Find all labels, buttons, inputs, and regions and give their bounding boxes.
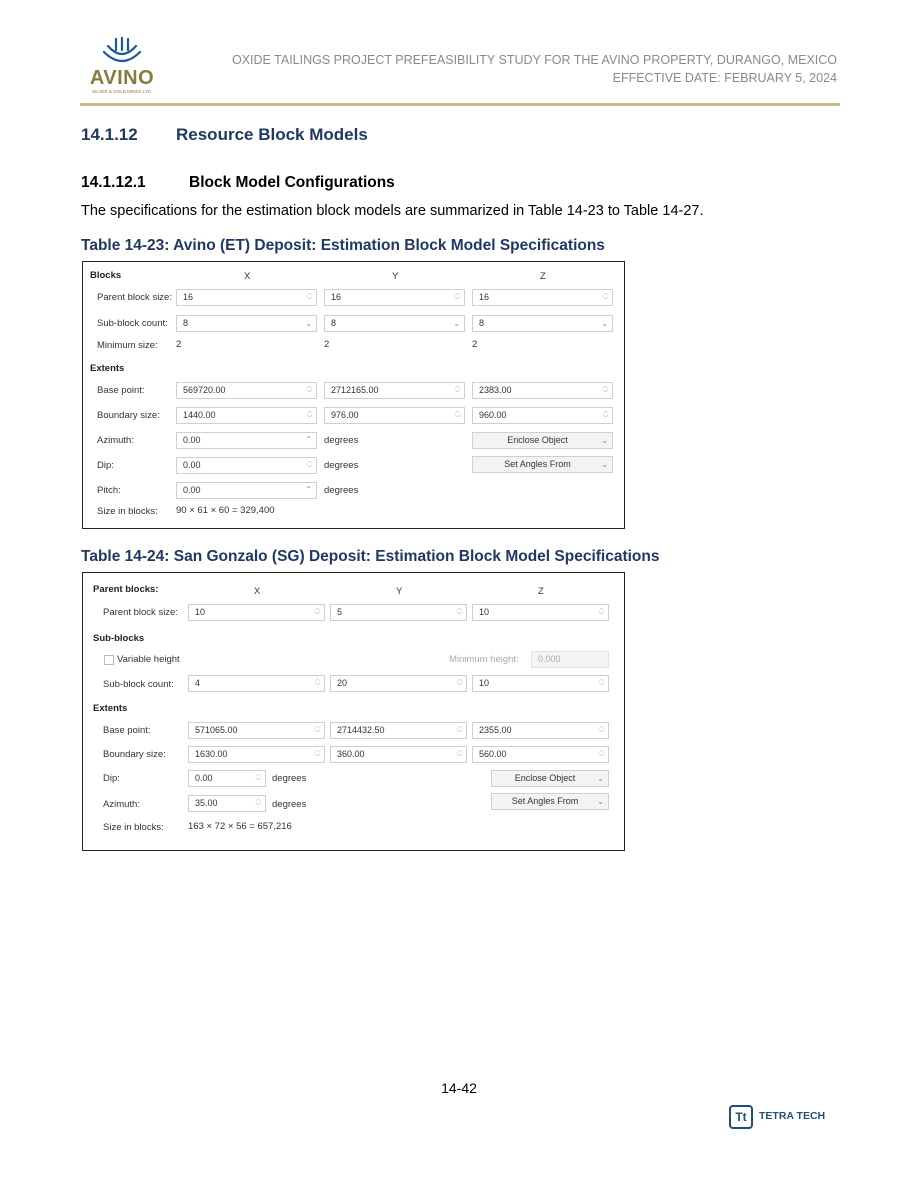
spinner-icon[interactable]: ︿ ﹀ [456,677,463,690]
dip-units: degrees [324,460,359,471]
spinner-icon[interactable]: ︿ ﹀ [306,384,313,397]
spinner-icon[interactable]: ︿ ﹀ [314,724,321,737]
boundary-size-y-input[interactable]: 360.00 ︿ ﹀ [330,746,467,763]
spinner-icon[interactable]: ︿ ﹀ [598,724,605,737]
boundary-size-x-input[interactable]: 1630.00 ︿ ﹀ [188,746,325,763]
base-point-z-input[interactable]: 2355.00 ︿ ﹀ [472,722,609,739]
spinner-icon[interactable]: ︿ ﹀ [306,459,313,472]
tetra-tech-logo-word: TETRA TECH [759,1110,826,1122]
sub-block-count-y-select[interactable]: 8 ⌄ [324,315,465,332]
set-angles-from-button[interactable]: Set Angles From ⌄ [491,793,609,810]
minimum-size-y: 2 [324,339,330,350]
subsection-title: Block Model Configurations [189,174,395,191]
chevron-down-icon: ⌄ [597,774,604,783]
variable-height-checkbox[interactable] [104,655,114,665]
spinner-icon[interactable]: ︿ ﹀ [598,748,605,761]
section-title: Resource Block Models [176,125,368,144]
chevron-up-icon[interactable]: ⌃ [305,435,312,444]
subsection-number: 14.1.12.1 [81,174,146,191]
header-rule [80,103,840,106]
subsection-heading [81,174,395,192]
parent-size-z-input[interactable]: 16 ︿ ﹀ [472,289,613,306]
spinner-icon[interactable]: ︿ ﹀ [306,409,313,422]
col-z-header: Z [538,586,544,597]
spinner-icon[interactable]: ︿ ﹀ [456,724,463,737]
azimuth-label: Azimuth: [97,435,134,446]
boundary-size-z-input[interactable]: 960.00 ︿ ﹀ [472,407,613,424]
spinner-icon[interactable]: ︿ ﹀ [306,291,313,304]
table2-caption: Table 14-24: San Gonzalo (SG) Deposit: Estimation Block Model Specifications [81,548,660,565]
dip-input[interactable]: 0.00 ︿ ﹀ [176,457,317,474]
dip-label: Dip: [103,773,120,784]
set-angles-from-button[interactable]: Set Angles From ⌄ [472,456,613,473]
base-point-z-input[interactable]: 2383.00 ︿ ﹀ [472,382,613,399]
col-y-header: Y [396,586,403,597]
azimuth-input[interactable]: 35.00 ︿ ﹀ [188,795,266,812]
minimum-size-label: Minimum size: [97,340,158,351]
azimuth-units: degrees [272,799,307,810]
minimum-size-x: 2 [176,339,182,350]
avino-logo-word: AVINO [89,67,155,89]
size-in-blocks-value: 90 × 61 × 60 = 329,400 [176,505,275,516]
boundary-size-label: Boundary size: [97,410,160,421]
intro-paragraph: The specifications for the estimation block models are summarized in Table 14-23 to Table 14-27. [81,203,704,219]
size-in-blocks-value: 163 × 72 × 56 = 657,216 [188,821,292,832]
minimum-size-z: 2 [472,339,478,350]
base-point-label: Base point: [97,385,145,396]
extents-label: Extents [93,703,128,714]
chevron-down-icon: ⌄ [601,436,608,445]
dip-input[interactable]: 0.00 ︿ ﹀ [188,770,266,787]
pitch-units: degrees [324,485,359,496]
chevron-up-icon[interactable]: ⌃ [305,485,312,494]
chevron-down-icon: ⌄ [453,319,460,328]
azimuth-input[interactable]: 0.00 ⌃ [176,432,317,449]
chevron-down-icon: ⌄ [305,319,312,328]
parent-block-size-label: Parent block size: [97,292,172,303]
spinner-icon[interactable]: ︿ ﹀ [598,677,605,690]
spinner-icon[interactable]: ︿ ﹀ [314,677,321,690]
boundary-size-label: Boundary size: [103,749,166,760]
parent-size-z-input[interactable]: 10 ︿ ﹀ [472,604,609,621]
spinner-icon[interactable]: ︿ ﹀ [454,291,461,304]
col-x-header: X [254,586,261,597]
page-number: 14-42 [441,1080,477,1096]
spinner-icon[interactable]: ︿ ﹀ [456,606,463,619]
variable-height-label: Variable height [117,654,180,665]
sub-block-count-label: Sub-block count: [97,318,168,329]
size-in-blocks-label: Size in blocks: [103,822,164,833]
minimum-height-input[interactable]: 0.000 [531,651,609,668]
azimuth-label: Azimuth: [103,799,140,810]
parent-size-y-input[interactable]: 16 ︿ ﹀ [324,289,465,306]
azimuth-units: degrees [324,435,359,446]
pitch-input[interactable]: 0.00 ⌃ [176,482,317,499]
base-point-x-input[interactable]: 571065.00 ︿ ﹀ [188,722,325,739]
col-y-header: Y [392,271,399,282]
table1-screenshot [82,261,625,529]
base-point-y-input[interactable]: 2712165.00 ︿ ﹀ [324,382,465,399]
parent-size-x-input[interactable]: 16 ︿ ﹀ [176,289,317,306]
spinner-icon[interactable]: ︿ ﹀ [602,409,609,422]
base-point-y-input[interactable]: 2714432.50 ︿ ﹀ [330,722,467,739]
col-z-header: Z [540,271,546,282]
spinner-icon[interactable]: ︿ ﹀ [255,772,262,785]
sub-block-count-x-select[interactable]: 8 ⌄ [176,315,317,332]
section-heading [81,125,368,145]
size-in-blocks-label: Size in blocks: [97,506,158,517]
avino-logo-subtitle: SILVER & GOLD MINES LTD. [91,89,153,94]
col-x-header: X [244,271,251,282]
blocks-label: Blocks [90,270,122,281]
sub-block-count-z-select[interactable]: 8 ⌄ [472,315,613,332]
enclose-object-button[interactable]: Enclose Object ⌄ [491,770,609,787]
enclose-object-button[interactable]: Enclose Object ⌄ [472,432,613,449]
boundary-size-y-input[interactable]: 976.00 ︿ ﹀ [324,407,465,424]
spinner-icon[interactable]: ︿ ﹀ [314,606,321,619]
chevron-down-icon: ⌄ [601,319,608,328]
spinner-icon[interactable]: ︿ ﹀ [314,748,321,761]
table2-screenshot [82,572,625,851]
chevron-down-icon: ⌄ [597,797,604,806]
chevron-down-icon: ⌄ [601,460,608,469]
spinner-icon[interactable]: ︿ ﹀ [602,384,609,397]
spinner-icon[interactable]: ︿ ﹀ [602,291,609,304]
extents-label: Extents [90,363,125,374]
section-number: 14.1.12 [81,125,138,144]
sub-block-count-x-input[interactable]: 4 ︿ ﹀ [188,675,325,692]
parent-size-x-input[interactable]: 10 ︿ ﹀ [188,604,325,621]
dip-units: degrees [272,773,307,784]
minimum-height-label: Minimum height: [449,654,519,665]
header-effective-date: EFFECTIVE DATE: FEBRUARY 5, 2024 [612,71,837,85]
pitch-label: Pitch: [97,485,121,496]
boundary-size-z-input[interactable]: 560.00 ︿ ﹀ [472,746,609,763]
sub-block-count-z-input[interactable]: 10 ︿ ﹀ [472,675,609,692]
table1-caption: Table 14-23: Avino (ET) Deposit: Estimation Block Model Specifications [81,237,605,254]
parent-blocks-label: Parent blocks: [93,584,159,595]
sub-block-count-y-input[interactable]: 20 ︿ ﹀ [330,675,467,692]
header-title: OXIDE TAILINGS PROJECT PREFEASIBILITY STUDY FOR THE AVINO PROPERTY, DURANGO, MEXICO [232,53,837,67]
parent-size-y-input[interactable]: 5 ︿ ﹀ [330,604,467,621]
spinner-icon[interactable]: ︿ ﹀ [454,409,461,422]
sub-block-count-label: Sub-block count: [103,679,174,690]
spinner-icon[interactable]: ︿ ﹀ [598,606,605,619]
spinner-icon[interactable]: ︿ ﹀ [255,797,262,810]
parent-block-size-label: Parent block size: [103,607,178,618]
spinner-icon[interactable]: ︿ ﹀ [454,384,461,397]
base-point-x-input[interactable]: 569720.00 ︿ ﹀ [176,382,317,399]
sub-blocks-label: Sub-blocks [93,633,145,644]
base-point-label: Base point: [103,725,151,736]
tetra-tech-logo-mark: Tt [729,1105,753,1129]
spinner-icon[interactable]: ︿ ﹀ [456,748,463,761]
boundary-size-x-input[interactable]: 1440.00 ︿ ﹀ [176,407,317,424]
dip-label: Dip: [97,460,114,471]
